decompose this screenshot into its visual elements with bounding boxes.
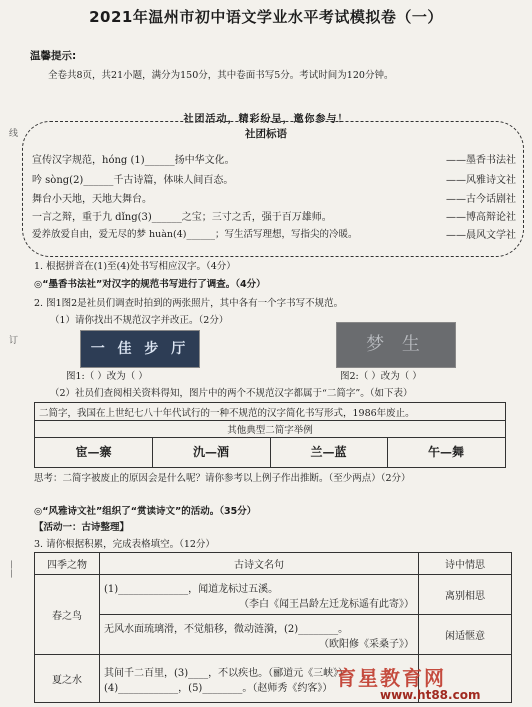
slogan-text: 宣传汉字规范，hóng (1)______扬中华文化。 bbox=[32, 155, 235, 166]
activity-banner: 社团活动，精彩纷呈，邀你参与！ bbox=[183, 114, 349, 125]
verse-cell bbox=[100, 615, 419, 655]
slogan-text: 舞台小天地，天地大舞台。 bbox=[32, 194, 152, 205]
erjian-definition: 二简字，我国在上世纪七八十年代试行的一种不规范的汉字简化书写形式，1986年废止。 bbox=[39, 408, 415, 419]
tips-body: 全卷共8页，共21小题，满分为150分，其中卷面书写5分。考试时间为120分钟。 bbox=[48, 70, 394, 81]
erjian-subtitle: 其他典型二简字举例 bbox=[227, 425, 313, 436]
question-2: 2. 图1图2是社员们调查时拍到的两张照片，其中各有一个字书写不规范。 bbox=[34, 298, 344, 309]
table-header: 四季之物 bbox=[35, 553, 100, 575]
slogan-club: ——风雅诗文社 bbox=[446, 175, 516, 186]
table-row bbox=[35, 575, 512, 615]
binding-fold-mark: 订 bbox=[7, 335, 17, 344]
erjian-example: 午—舞 bbox=[427, 445, 464, 459]
photo-2-caption: 图2:（ ）改为（ ） bbox=[340, 371, 422, 382]
section-poetry: ◎“风雅诗文社”组织了“赏读诗文”的活动。（35分） bbox=[34, 506, 257, 517]
slogan-club: ——古今话剧社 bbox=[446, 194, 516, 205]
section-calligraphy: ◎“墨香书法社”对汉字的规范书写进行了调查。（4分） bbox=[34, 279, 266, 290]
verse-line: 无风水面琉璃滑，不觉船移，微动涟漪，(2)________。 bbox=[104, 623, 349, 635]
season-cell: 夏之水 bbox=[35, 655, 100, 703]
think-question: 思考：二简字被废止的原因会是什么呢？请你参考以上例子作出推断。（至少两点）（2分） bbox=[34, 473, 411, 484]
table-header: 古诗文名句 bbox=[100, 553, 419, 575]
slogan-club: ——博高辩论社 bbox=[446, 212, 516, 223]
slogan-box-title: 社团标语 bbox=[245, 128, 287, 140]
question-1: 1. 根据拼音在(1)至(4)处书写相应汉字。（4分） bbox=[34, 261, 236, 272]
verse-line: (4)____________，(5)________。（赵师秀《约客》） bbox=[104, 682, 333, 694]
page-title: 2021年温州市初中语文学业水平考试模拟卷（一） bbox=[89, 8, 443, 26]
erjian-example: 氿—酒 bbox=[192, 445, 229, 459]
slogan-club: ——墨香书法社 bbox=[446, 155, 516, 166]
photo-1-caption: 图1:（ ）改为（ ） bbox=[66, 371, 148, 382]
tips-label: 温馨提示: bbox=[30, 50, 77, 62]
question-2-2: （2）社员们查阅相关资料得知，图片中的两个不规范汉字都属于“二简字”。（如下表） bbox=[50, 388, 413, 399]
activity-1-label: 【活动一：古诗整理】 bbox=[34, 522, 130, 533]
erjian-box bbox=[34, 402, 506, 468]
verse-line: 其间千二百里，(3)____，不以疾也。（郦道元《三峡》） bbox=[104, 667, 349, 679]
binding-line-mark: 线 bbox=[7, 128, 17, 137]
slogan-text: 吟 sòng(2)______千古诗篇，体味人间百态。 bbox=[32, 175, 234, 186]
binding-dash-mark: —— bbox=[6, 560, 16, 578]
verse-line: (1)______________，闻道龙标过五溪。 bbox=[104, 583, 279, 595]
question-2-1: （1）请你找出不规范汉字并改正。（2分） bbox=[50, 315, 229, 326]
emotion-cell: 离别相思 bbox=[419, 575, 512, 615]
watermark-brand: 育星教育网 bbox=[336, 666, 446, 690]
question-3: 3. 请你根据积累，完成表格填空。（12分） bbox=[34, 539, 215, 550]
photo-2-sign-text: 梦 生 bbox=[366, 334, 426, 355]
photo-2 bbox=[336, 322, 456, 368]
table-header: 诗中情思 bbox=[419, 553, 512, 575]
watermark-url: www.ht88.com bbox=[380, 688, 481, 702]
verse-cell bbox=[100, 575, 419, 615]
verse-source: （李白《闻王昌龄左迁龙标遥有此寄》） bbox=[239, 598, 414, 610]
slogan-club: ——晨风文学社 bbox=[446, 230, 516, 241]
season-cell: 春之鸟 bbox=[35, 575, 100, 655]
erjian-example: 兰—蓝 bbox=[310, 445, 347, 459]
emotion-cell: 闲适惬意 bbox=[419, 615, 512, 655]
slogan-text: 爱养放爱自由，爱无尽的梦 huàn(4)______；写生活写理想，写指尖的冷暖。 bbox=[32, 229, 358, 240]
erjian-example: 宦—寨 bbox=[75, 445, 112, 459]
photo-1-sign-text: 一 佳 步 厅 bbox=[90, 341, 190, 357]
verse-source: （欧阳修《采桑子》） bbox=[319, 638, 414, 650]
photo-1 bbox=[80, 330, 200, 368]
slogan-text: 一言之辩，重于九 dǐng(3)______之宝；三寸之舌，强于百万雄师。 bbox=[32, 212, 332, 223]
table-row bbox=[35, 615, 512, 655]
